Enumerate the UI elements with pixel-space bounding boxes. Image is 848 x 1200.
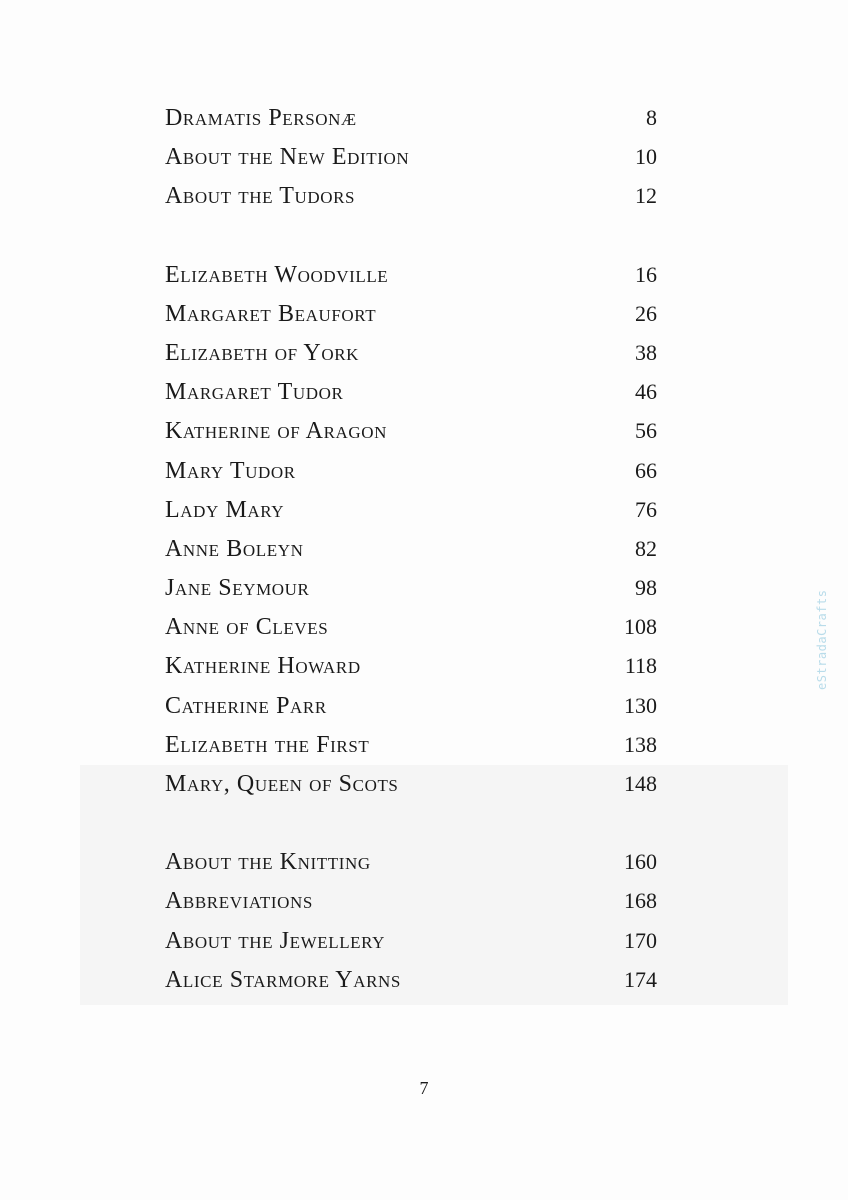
toc-entry-page: 118: [624, 653, 657, 679]
toc-entry-page: 16: [635, 261, 657, 287]
toc-entry: [165, 255, 657, 294]
toc-front-matter: [165, 98, 657, 216]
toc-entry: [165, 98, 657, 137]
toc-entry-title: About the Tudors: [165, 183, 356, 210]
toc-entry: [165, 372, 657, 411]
watermark-text: eStradaCrafts: [815, 589, 829, 690]
toc-entry: [165, 764, 657, 803]
toc-entry-title: Anne of Cleves: [165, 614, 329, 641]
toc-back-matter: [165, 842, 657, 999]
toc-entry-title: Margaret Beaufort: [165, 300, 377, 327]
toc-entry-page: 8: [646, 105, 657, 130]
toc-entry-title: Alice Starmore Yarns: [165, 966, 401, 993]
toc-entry-title: Catherine Parr: [165, 692, 327, 719]
toc-entry: [165, 686, 657, 725]
toc-entry: [165, 921, 657, 960]
toc-entry-title: Katherine Howard: [165, 653, 361, 680]
toc-entry-title: Mary, Queen of Scots: [165, 771, 399, 797]
toc-entry: [165, 607, 657, 646]
toc-entry-page: 160: [624, 849, 657, 875]
toc-entry-title: Jane Seymour: [165, 575, 310, 602]
toc-entry-title: About the Knitting: [165, 849, 371, 876]
toc-entry-page: 170: [624, 927, 657, 953]
toc-entry-title: Elizabeth of York: [165, 339, 360, 366]
toc-entry-title: Abbreviations: [165, 888, 313, 915]
toc-entry: [165, 646, 657, 685]
toc-entry: [165, 137, 657, 176]
toc-entry: [165, 411, 657, 450]
toc-entry-page: 56: [635, 418, 657, 444]
toc-entry-page: 130: [624, 692, 657, 718]
toc-entry: [165, 725, 657, 764]
toc-entry: [165, 490, 657, 529]
toc-entry-title: Anne Boleyn: [165, 535, 304, 562]
toc-entry-title: Margaret Tudor: [165, 379, 344, 406]
toc-entry-page: 168: [624, 888, 657, 914]
toc-entry-title: Mary Tudor: [165, 457, 296, 484]
toc-entry-page: 46: [635, 379, 657, 405]
toc-entry-title: About the New Edition: [165, 144, 410, 171]
toc-entry: [165, 176, 657, 215]
toc-entry-page: 174: [624, 966, 657, 992]
toc-entry: [165, 881, 657, 920]
toc-entry-page: 38: [635, 339, 657, 365]
toc-chapters: [165, 255, 657, 804]
toc-entry-page: 108: [624, 614, 657, 640]
toc-entry-title: Katherine of Aragon: [165, 418, 388, 445]
page-number: 7: [419, 1078, 429, 1098]
toc-entry-page: 12: [635, 183, 657, 209]
toc-entry: [165, 842, 657, 881]
toc-entry-page: 10: [635, 144, 657, 170]
toc-entry-title: Dramatis Personæ: [165, 105, 357, 131]
toc-entry-page: 76: [635, 496, 657, 522]
toc-entry-page: 66: [635, 457, 657, 483]
toc-entry-page: 82: [635, 535, 657, 561]
table-of-contents: [165, 98, 657, 999]
toc-entry-title: Elizabeth Woodville: [165, 261, 389, 288]
toc-entry-page: 138: [624, 731, 657, 757]
toc-entry: [165, 294, 657, 333]
toc-entry: [165, 333, 657, 372]
toc-entry: [165, 568, 657, 607]
toc-entry-page: 148: [624, 771, 657, 796]
toc-entry-page: 26: [635, 300, 657, 326]
toc-entry-title: Elizabeth the First: [165, 731, 370, 758]
toc-entry: [165, 451, 657, 490]
toc-entry: [165, 529, 657, 568]
toc-entry-title: Lady Mary: [165, 496, 285, 523]
toc-entry-title: About the Jewellery: [165, 927, 386, 954]
toc-entry: [165, 960, 657, 999]
toc-entry-page: 98: [635, 575, 657, 601]
